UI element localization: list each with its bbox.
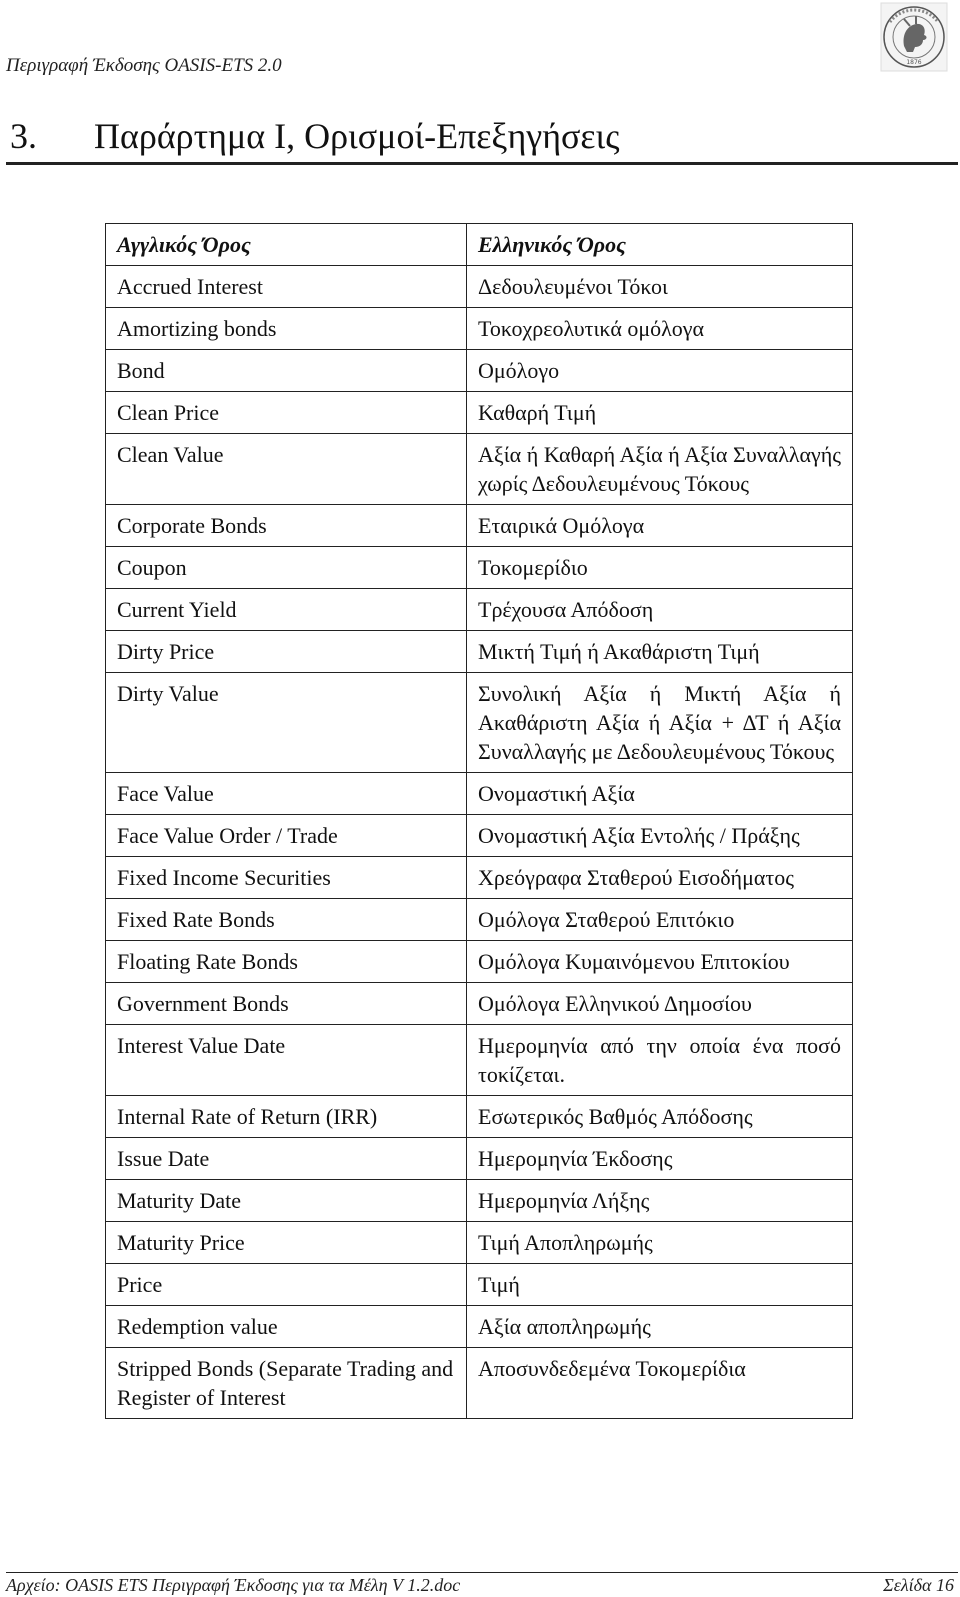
section-number: 3. [10, 116, 37, 156]
greek-term-cell: Ομόλογα Ελληνικού Δημοσίου [467, 983, 853, 1025]
greek-term-cell: Ημερομηνία από την οποία ένα ποσό τοκίζεται. [467, 1025, 853, 1096]
table-row [106, 589, 853, 631]
table-row [106, 899, 853, 941]
english-term-cell: Coupon [106, 547, 467, 589]
table-row [106, 1025, 853, 1096]
table-row [106, 308, 853, 350]
table-row [106, 1180, 853, 1222]
greek-term-cell: Εσωτερικός Βαθμός Απόδοσης [467, 1096, 853, 1138]
section-title: Παράρτημα Ι, Ορισμοί-Επεξηγήσεις [94, 116, 620, 156]
header-greek-term: Ελληνικός Όρος [467, 224, 853, 266]
table-row [106, 1348, 853, 1419]
english-term-cell: Internal Rate of Return (IRR) [106, 1096, 467, 1138]
greek-term-cell: Εταιρικά Ομόλογα [467, 505, 853, 547]
english-term-cell: Dirty Price [106, 631, 467, 673]
table-row [106, 266, 853, 308]
english-term-cell: Amortizing bonds [106, 308, 467, 350]
section-heading [10, 115, 619, 157]
greek-term-cell: Τιμή Αποπληρωμής [467, 1222, 853, 1264]
greek-term-cell: Αποσυνδεδεμένα Τοκομερίδια [467, 1348, 853, 1419]
greek-term-cell: Ομόλογα Κυμαινόμενου Επιτοκίου [467, 941, 853, 983]
greek-term-cell: Ονομαστική Αξία Εντολής / Πράξης [467, 815, 853, 857]
english-term-cell: Issue Date [106, 1138, 467, 1180]
greek-term-cell: Τιμή [467, 1264, 853, 1306]
greek-term-cell: Μικτή Τιμή ή Ακαθάριστη Τιμή [467, 631, 853, 673]
english-term-cell: Current Yield [106, 589, 467, 631]
glossary-table [105, 223, 853, 1419]
english-term-cell: Government Bonds [106, 983, 467, 1025]
english-term-cell: Redemption value [106, 1306, 467, 1348]
table-row [106, 815, 853, 857]
footer-file-name: Αρχείο: OASIS ETS Περιγραφή Έκδοσης για τα Μέλη V 1.2.doc [6, 1575, 461, 1595]
document-header-title: Περιγραφή Έκδοσης OASIS-ETS 2.0 [6, 55, 282, 76]
athens-exchange-seal-icon [880, 2, 948, 72]
english-term-cell: Clean Price [106, 392, 467, 434]
table-row [106, 547, 853, 589]
table-row [106, 673, 853, 773]
table-row [106, 350, 853, 392]
english-term-cell: Fixed Income Securities [106, 857, 467, 899]
greek-term-cell: Συνολική Αξία ή Μικτή Αξία ή Ακαθάριστη Αξία ή Αξία + ΔΤ ή Αξία Συναλλαγής με Δεδουλευμένους Τόκους [467, 673, 853, 773]
english-term-cell: Price [106, 1264, 467, 1306]
english-term-cell: Dirty Value [106, 673, 467, 773]
table-row [106, 773, 853, 815]
table-row [106, 983, 853, 1025]
english-term-cell: Bond [106, 350, 467, 392]
english-term-cell: Accrued Interest [106, 266, 467, 308]
seal-year: 1876 [906, 59, 922, 66]
english-term-cell: Corporate Bonds [106, 505, 467, 547]
greek-term-cell: Ημερομηνία Έκδοσης [467, 1138, 853, 1180]
english-term-cell: Floating Rate Bonds [106, 941, 467, 983]
english-term-cell: Face Value [106, 773, 467, 815]
header-english-term: Αγγλικός Όρος [106, 224, 467, 266]
table-row [106, 1306, 853, 1348]
english-term-cell: Clean Value [106, 434, 467, 505]
greek-term-cell: Ημερομηνία Λήξης [467, 1180, 853, 1222]
table-row [106, 1096, 853, 1138]
greek-term-cell: Ομόλογα Σταθερού Επιτόκιο [467, 899, 853, 941]
english-term-cell: Stripped Bonds (Separate Trading and Register of Interest [106, 1348, 467, 1419]
table-row [106, 857, 853, 899]
greek-term-cell: Ονομαστική Αξία [467, 773, 853, 815]
greek-term-cell: Δεδουλευμένοι Τόκοι [467, 266, 853, 308]
table-row [106, 1264, 853, 1306]
footer-page-number: Σελίδα 16 [883, 1575, 954, 1595]
table-header-row [106, 224, 853, 266]
table-row [106, 392, 853, 434]
english-term-cell: Maturity Date [106, 1180, 467, 1222]
greek-term-cell: Καθαρή Τιμή [467, 392, 853, 434]
greek-term-cell: Αξία ή Καθαρή Αξία ή Αξία Συναλλαγής χωρίς Δεδουλευμένους Τόκους [467, 434, 853, 505]
footer-divider [6, 1572, 958, 1573]
greek-term-cell: Χρεόγραφα Σταθερού Εισοδήματος [467, 857, 853, 899]
table-row [106, 941, 853, 983]
english-term-cell: Fixed Rate Bonds [106, 899, 467, 941]
greek-term-cell: Τοκοχρεολυτικά ομόλογα [467, 308, 853, 350]
title-divider [6, 162, 958, 165]
table-row [106, 631, 853, 673]
greek-term-cell: Αξία αποπληρωμής [467, 1306, 853, 1348]
table-row [106, 505, 853, 547]
english-term-cell: Maturity Price [106, 1222, 467, 1264]
table-row [106, 1138, 853, 1180]
greek-term-cell: Ομόλογο [467, 350, 853, 392]
greek-term-cell: Τρέχουσα Απόδοση [467, 589, 853, 631]
table-row [106, 1222, 853, 1264]
english-term-cell: Face Value Order / Trade [106, 815, 467, 857]
english-term-cell: Interest Value Date [106, 1025, 467, 1096]
table-row [106, 434, 853, 505]
greek-term-cell: Τοκομερίδιο [467, 547, 853, 589]
